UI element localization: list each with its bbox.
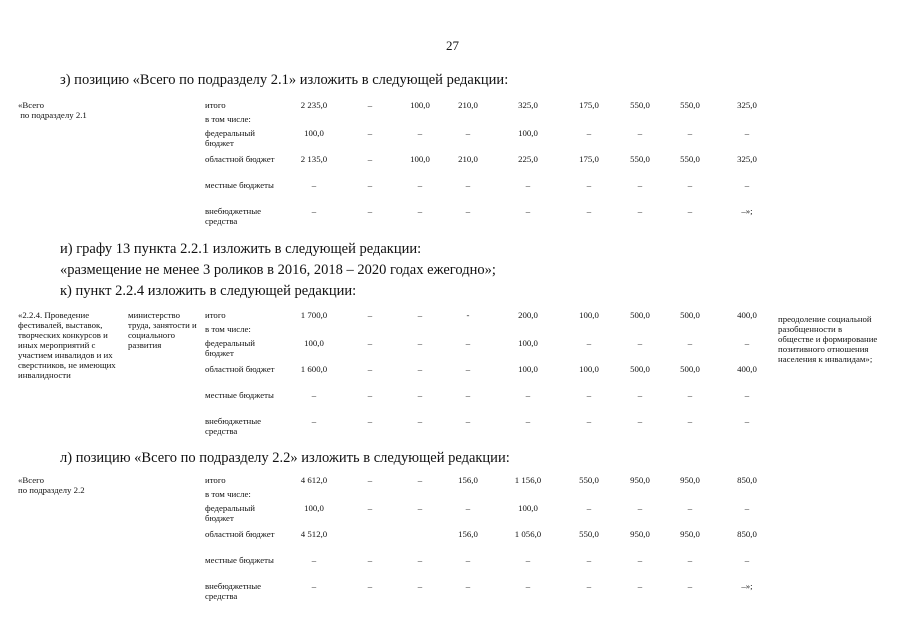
table-cell: – [465, 503, 471, 513]
table-cell: 100,0 [304, 338, 324, 348]
table-cell: – [367, 100, 373, 110]
row-label: областной бюджет [205, 364, 275, 374]
table-cell: 100,0 [518, 364, 538, 374]
executor-cell: министерство труда, занятости и социального развития [128, 310, 197, 350]
table-cell: – [744, 390, 750, 400]
table-cell: – [367, 128, 373, 138]
table-cell: –»; [741, 581, 753, 591]
table-cell: 4 512,0 [300, 529, 328, 539]
table-cell: – [637, 128, 643, 138]
result-cell: преодоление социальной разобщенности в обществе и формирование позитивного отношения населения к инвалидам»; [778, 314, 878, 364]
row-label: в том числе: [205, 489, 251, 499]
table-cell: – [417, 503, 423, 513]
table-cell: – [637, 206, 643, 216]
row-label: федеральный бюджет [205, 503, 255, 523]
table-cell: – [687, 581, 693, 591]
table-cell: – [586, 581, 592, 591]
table-cell: – [465, 581, 471, 591]
row-label: в том числе: [205, 114, 251, 124]
table-cell: 210,0 [458, 154, 478, 164]
table-cell: – [637, 555, 643, 565]
table-cell: – [586, 128, 592, 138]
table-cell: – [417, 581, 423, 591]
table-cell: – [417, 206, 423, 216]
table-cell: – [465, 128, 471, 138]
table-cell: 950,0 [680, 529, 700, 539]
table-cell: – [637, 581, 643, 591]
table-cell: – [687, 128, 693, 138]
table-cell: 100,0 [579, 310, 599, 320]
row-label: внебюджетные средства [205, 581, 262, 601]
table-cell: 325,0 [737, 154, 757, 164]
table-cell: 100,0 [518, 338, 538, 348]
table-cell: – [367, 390, 373, 400]
table-cell: – [367, 338, 373, 348]
table-row-name: «2.2.4. Проведение фестивалей, выставок, творческих конкурсов и иных мероприятий с участием инвалидов и их сверстников, не имеющих инвалидности [18, 310, 116, 380]
table-cell: – [311, 581, 317, 591]
table-cell: – [744, 416, 750, 426]
table-cell: 100,0 [304, 503, 324, 513]
table-cell: 100,0 [304, 128, 324, 138]
table-cell: 4 612,0 [300, 475, 328, 485]
table-cell: – [417, 128, 423, 138]
row-label: областной бюджет [205, 154, 275, 164]
row-label: внебюджетные средства [205, 416, 262, 436]
table-cell: – [744, 128, 750, 138]
table-cell: – [637, 390, 643, 400]
row-label: местные бюджеты [205, 390, 274, 400]
table-cell: 950,0 [630, 475, 650, 485]
table-cell: – [367, 364, 373, 374]
table-cell: 325,0 [518, 100, 538, 110]
table-cell: – [637, 338, 643, 348]
table-cell: – [417, 475, 423, 485]
table-cell: 550,0 [630, 154, 650, 164]
table-cell: 550,0 [680, 100, 700, 110]
table-cell: 950,0 [680, 475, 700, 485]
paragraph-i1: и) графу 13 пункта 2.2.1 изложить в следующей редакции: [60, 241, 422, 257]
table-cell: – [525, 555, 531, 565]
table-cell: – [586, 206, 592, 216]
table-cell: – [417, 364, 423, 374]
paragraph-l: л) позицию «Всего по подразделу 2.2» изложить в следующей редакции: [60, 450, 510, 466]
table-cell: – [744, 555, 750, 565]
table-cell: 2 235,0 [300, 100, 328, 110]
table-cell: – [417, 555, 423, 565]
table-cell: 100,0 [579, 364, 599, 374]
table-cell: – [525, 416, 531, 426]
table-cell: – [417, 310, 423, 320]
table-cell: – [367, 475, 373, 485]
table-cell: 500,0 [630, 364, 650, 374]
table-cell: 100,0 [518, 503, 538, 513]
table-cell: 550,0 [579, 475, 599, 485]
table-cell: – [525, 390, 531, 400]
row-label: федеральный бюджет [205, 128, 255, 148]
table-cell: – [687, 390, 693, 400]
table-cell: 500,0 [630, 310, 650, 320]
table-cell: – [586, 180, 592, 190]
table-cell: – [637, 416, 643, 426]
table-cell: 550,0 [579, 529, 599, 539]
table-cell: 2 135,0 [300, 154, 328, 164]
table-cell: 400,0 [737, 364, 757, 374]
row-label: областной бюджет [205, 529, 275, 539]
table-cell: – [637, 180, 643, 190]
table-cell: 850,0 [737, 529, 757, 539]
table-cell: – [367, 555, 373, 565]
table-cell: – [367, 180, 373, 190]
table-cell: – [637, 503, 643, 513]
table-cell: 100,0 [410, 154, 430, 164]
table-cell: – [417, 338, 423, 348]
table-cell: 1 600,0 [300, 364, 328, 374]
row-label: внебюджетные средства [205, 206, 262, 226]
table-cell: – [465, 390, 471, 400]
row-label: итого [205, 475, 226, 485]
table-cell: – [311, 180, 317, 190]
table-cell: – [687, 338, 693, 348]
table-cell: – [417, 180, 423, 190]
row-label: местные бюджеты [205, 555, 274, 565]
table-cell: – [586, 390, 592, 400]
table-cell: 950,0 [630, 529, 650, 539]
table-cell: – [465, 364, 471, 374]
table-cell: 210,0 [458, 100, 478, 110]
table-cell: – [367, 503, 373, 513]
table-cell: – [465, 206, 471, 216]
table-cell: – [687, 503, 693, 513]
table-cell: – [687, 416, 693, 426]
paragraph-k: к) пункт 2.2.4 изложить в следующей редакции: [60, 283, 357, 299]
table-row-name: «Всего по подразделу 2.1 [18, 100, 87, 120]
table-cell: – [367, 206, 373, 216]
table-cell: 550,0 [680, 154, 700, 164]
table-cell: 325,0 [737, 100, 757, 110]
table-cell: – [417, 390, 423, 400]
table-cell: – [586, 338, 592, 348]
table-cell: 1 056,0 [514, 529, 542, 539]
table-cell: – [311, 416, 317, 426]
table-cell: – [687, 555, 693, 565]
page-number: 27 [446, 38, 459, 53]
table-cell: – [367, 310, 373, 320]
paragraph-z: з) позицию «Всего по подразделу 2.1» изложить в следующей редакции: [60, 72, 509, 88]
table-cell: – [525, 180, 531, 190]
table-cell: 1 156,0 [514, 475, 542, 485]
table-cell: – [367, 154, 373, 164]
table-cell: 156,0 [458, 475, 478, 485]
table-cell: 1 700,0 [300, 310, 328, 320]
row-label: в том числе: [205, 324, 251, 334]
table-cell: – [525, 581, 531, 591]
row-label: итого [205, 310, 226, 320]
table-cell: 500,0 [680, 310, 700, 320]
row-label: местные бюджеты [205, 180, 274, 190]
table-cell: - [466, 310, 470, 320]
table-cell: – [465, 416, 471, 426]
table-cell: – [465, 555, 471, 565]
table-cell: – [687, 180, 693, 190]
table-cell: – [586, 503, 592, 513]
table-cell: 400,0 [737, 310, 757, 320]
table-cell: 175,0 [579, 154, 599, 164]
table-cell: – [744, 180, 750, 190]
table-cell: – [311, 206, 317, 216]
table-cell: 175,0 [579, 100, 599, 110]
table-cell: – [586, 555, 592, 565]
table-cell: – [311, 390, 317, 400]
table-cell: – [744, 338, 750, 348]
table-cell: – [586, 416, 592, 426]
table-cell: 156,0 [458, 529, 478, 539]
table-cell: 850,0 [737, 475, 757, 485]
table-cell: – [744, 503, 750, 513]
table-cell: – [525, 206, 531, 216]
table-cell: 200,0 [518, 310, 538, 320]
table-cell: – [417, 416, 423, 426]
table-cell: – [465, 180, 471, 190]
table-cell: 100,0 [410, 100, 430, 110]
table-cell: – [367, 416, 373, 426]
table-cell: 225,0 [518, 154, 538, 164]
row-label: итого [205, 100, 226, 110]
row-label: федеральный бюджет [205, 338, 255, 358]
table-row-name: «Всего по подразделу 2.2 [18, 475, 85, 495]
table-cell: 550,0 [630, 100, 650, 110]
table-cell: – [367, 581, 373, 591]
table-cell: – [311, 555, 317, 565]
table-cell: – [687, 206, 693, 216]
table-cell: 500,0 [680, 364, 700, 374]
table-cell: – [465, 338, 471, 348]
paragraph-i2: «размещение не менее 3 роликов в 2016, 2018 – 2020 годах ежегодно»; [60, 262, 496, 278]
table-cell: 100,0 [518, 128, 538, 138]
table-cell: –»; [741, 206, 753, 216]
